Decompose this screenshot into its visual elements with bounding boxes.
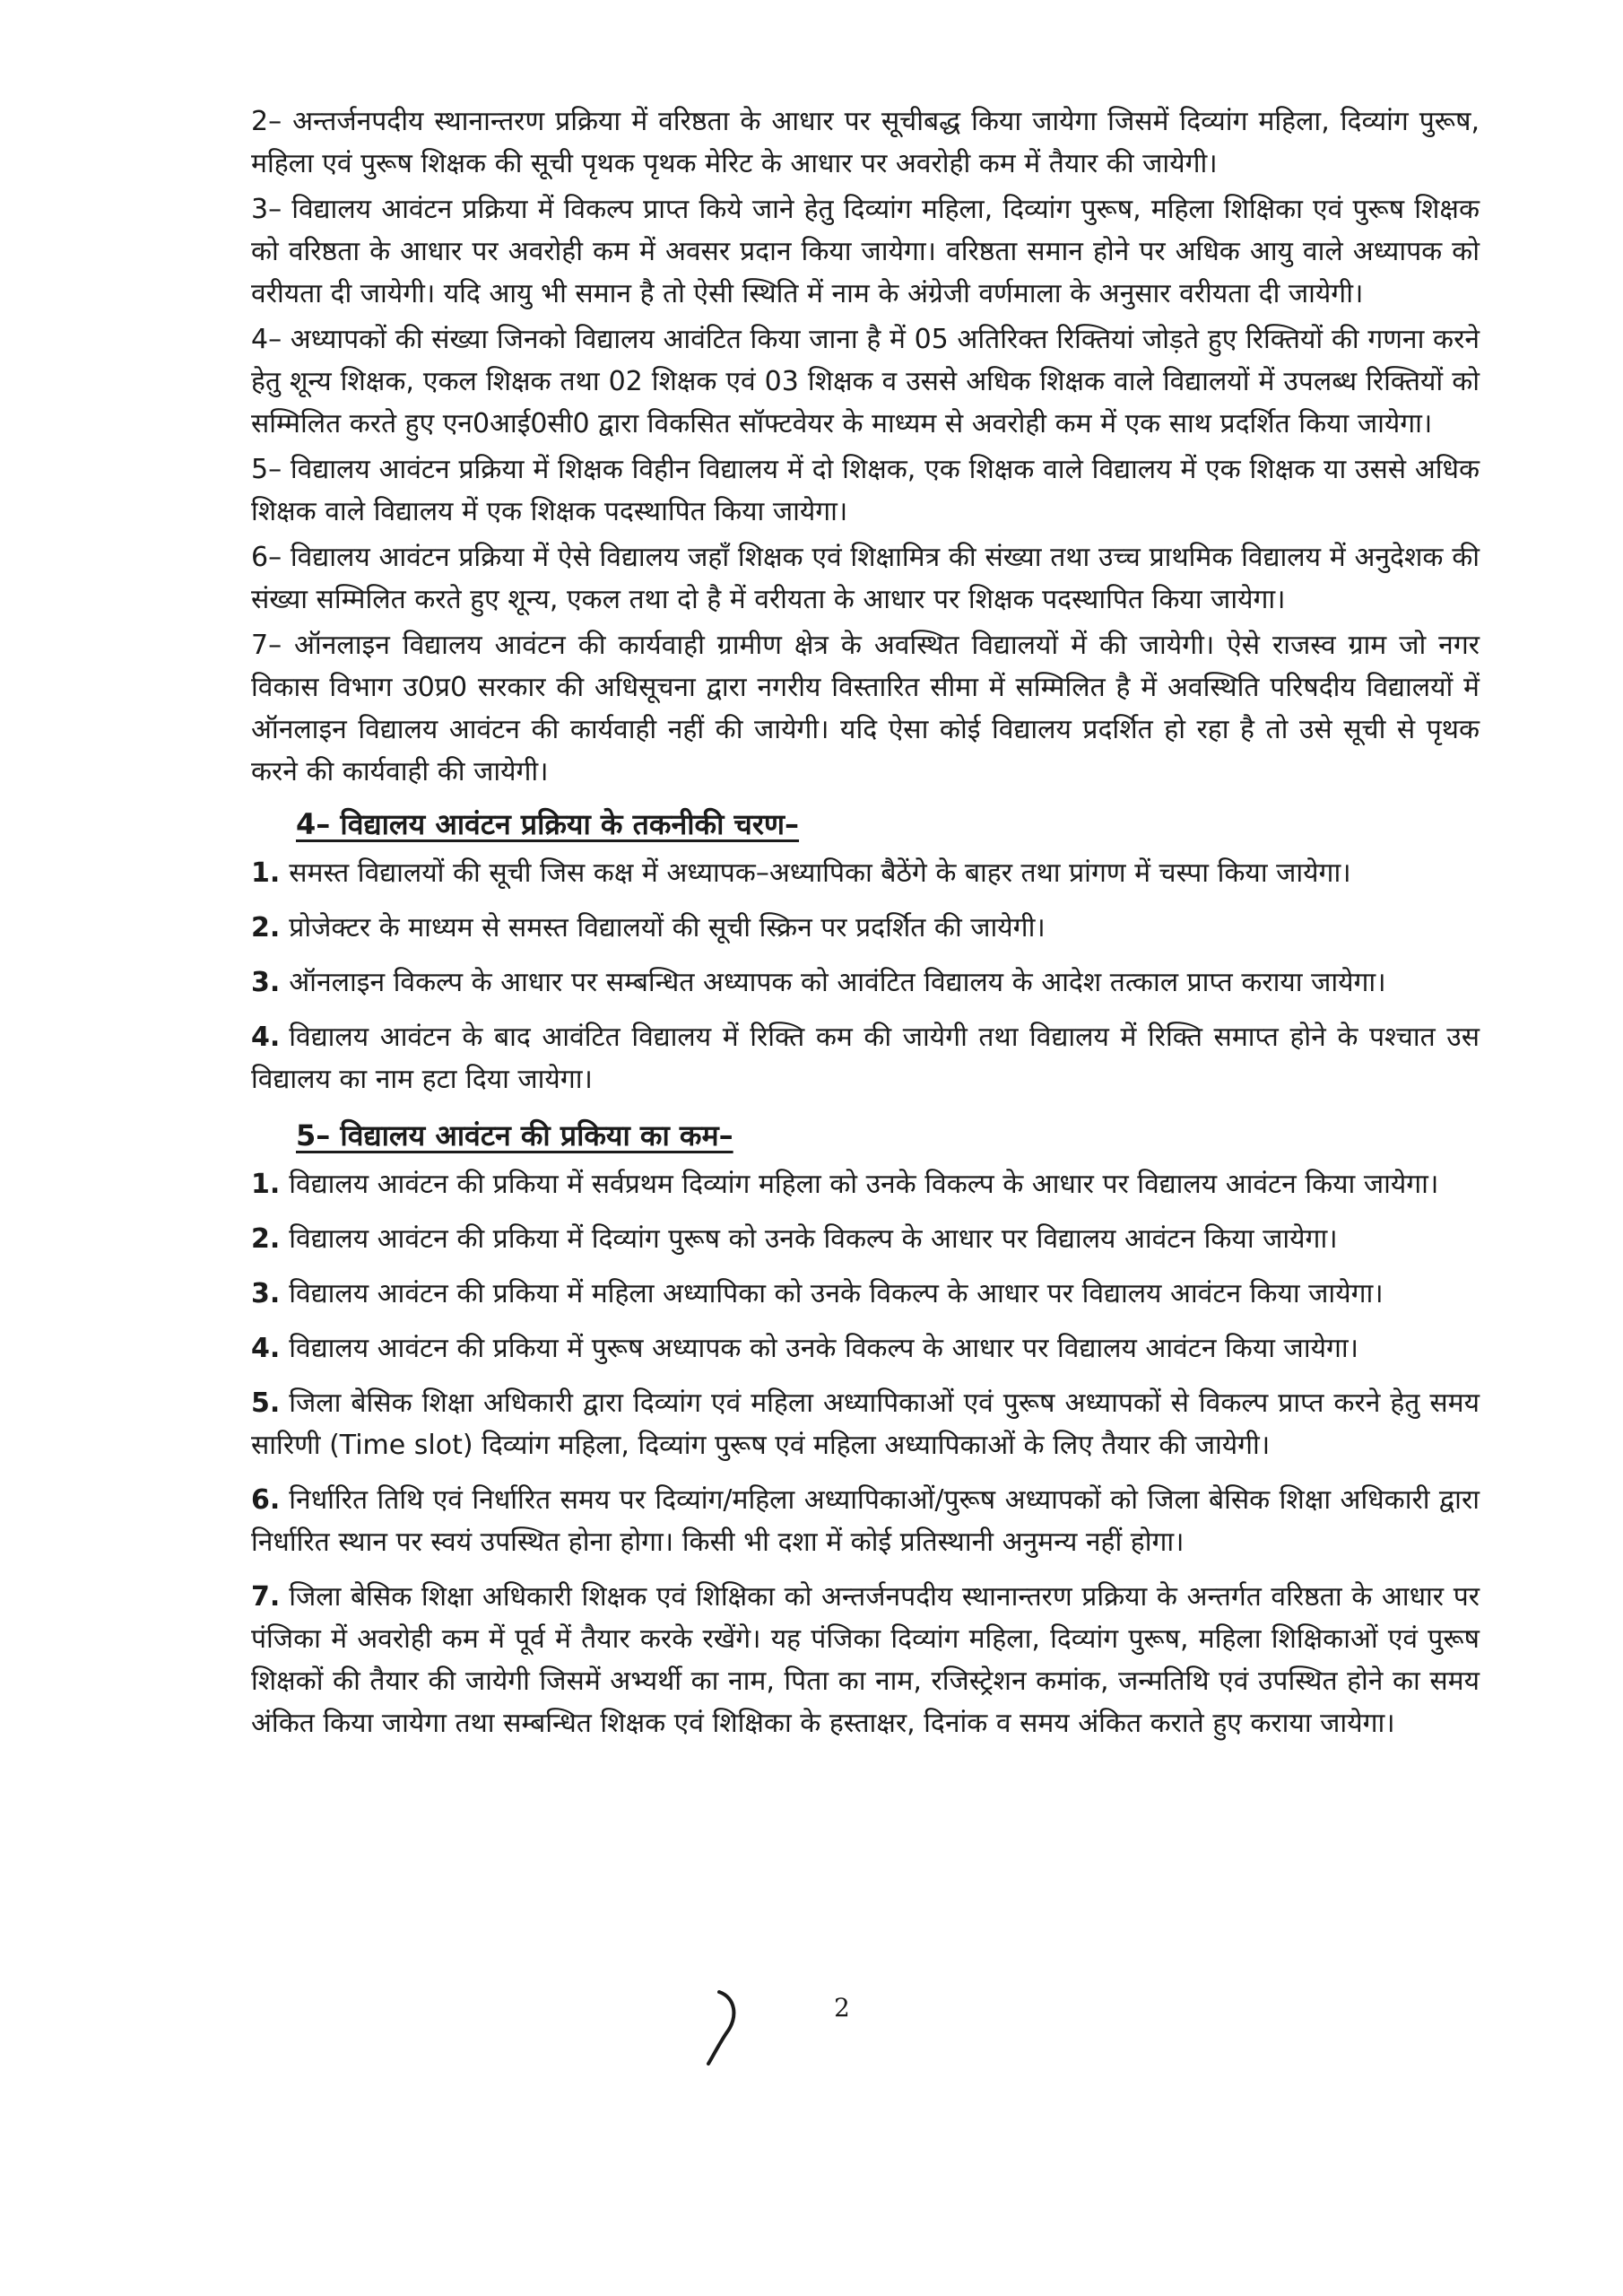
rule-7: 7– ऑनलाइन विद्यालय आवंटन की कार्यवाही ग्रामीण क्षेत्र के अवस्थित विद्यालयों में की जायेगी। ऐसे राजस्व ग्राम जो नगर विकास विभाग उ0प्र0 सरकार की अधिसूचना द्वारा नगरीय विस्तारित सीमा में सम्मिलित है में अवस्थिति परिषदीय विद्यालयों में ऑनलाइन विद्यालय आवंटन की कार्यवाही नहीं की जायेगी। यदि ऐसा कोई विद्यालय प्रदर्शित हो रहा है तो उसे सूची से पृथक करने की कार्यवाही की जायेगी। [251,630,1480,787]
rule-2: 2– अन्तर्जनपदीय स्थानान्तरण प्रक्रिया में वरिष्ठता के आधार पर सूचीबद्ध किया जायेगा जिसमें दिव्यांग महिला, दिव्यांग पुरूष, महिला एवं पुरूष शिक्षक की सूची पृथक पृथक मेरिट के आधार पर अवरोही कम में तैयार की जायेगी। [251,106,1480,179]
section-allotment-order [251,1113,1480,1744]
rule-3: 3– विद्यालय आवंटन प्रक्रिया में विकल्प प्राप्त किये जाने हेतु दिव्यांग महिला, दिव्यांग पुरूष, महिला शिक्षिका एवं पुरूष शिक्षक को वरिष्ठता के आधार पर अवरोही कम में अवसर प्रदान किया जायेगा। वरिष्ठता समान होने पर अधिक आयु वाले अध्यापक को वरीयता दी जायेगी। यदि आयु भी समान है तो ऐसी स्थिति में नाम के अंग्रेजी वर्णमाला के अनुसार वरीयता दी जायेगी। [251,194,1480,309]
section-technical-steps [251,802,1480,1100]
list-item: 3. ऑनलाइन विकल्प के आधार पर सम्बन्धित अध्यापक को आवंटित विद्यालय के आदेश तत्काल प्राप्त कराया जायेगा। [251,967,1386,998]
section-heading: 5– विद्यालय आवंटन की प्रकिया का कम– [296,1118,733,1152]
list-item: 5. जिला बेसिक शिक्षा अधिकारी द्वारा दिव्यांग एवं महिला अध्यापिकाओं एवं पुरूष अध्यापकों से विकल्प प्राप्त करने हेतु समय सारिणी (Time slot) दिव्यांग महिला, दिव्यांग पुरूष एवं महिला अध्यापिकाओं के लिए तैयार की जायेगी। [251,1387,1480,1461]
list-item: 7. जिला बेसिक शिक्षा अधिकारी शिक्षक एवं शिक्षिका को अन्तर्जनपदीय स्थानान्तरण प्रक्रिया के अन्तर्गत वरिष्ठता के आधार पर पंजिका में अवरोही कम में पूर्व में तैयार करके रखेंगे। यह पंजिका दिव्यांग महिला, दिव्यांग पुरूष, महिला शिक्षिकाओं एवं पुरूष शिक्षकों की तैयार की जायेगी जिसमें अभ्यर्थी का नाम, पिता का नाम, रजिस्ट्रेशन कमांक, जन्मतिथि एवं उपस्थित होने का समय अंकित किया जायेगा तथा सम्बन्धित शिक्षक एवं शिक्षिका के हस्ताक्षर, दिनांक व समय अंकित कराते हुए कराया जायेगा। [251,1581,1480,1739]
rule-5: 5– विद्यालय आवंटन प्रक्रिया में शिक्षक विहीन विद्यालय में दो शिक्षक, एक शिक्षक वाले विद्यालय में एक शिक्षक या उससे अधिक शिक्षक वाले विद्यालय में एक शिक्षक पदस्थापित किया जायेगा। [251,454,1480,527]
list-item: 6. निर्धारित तिथि एवं निर्धारित समय पर दिव्यांग/महिला अध्यापिकाओं/पुरूष अध्यापकों को जिला बेसिक शिक्षा अधिकारी द्वारा निर्धारित स्थान पर स्वयं उपस्थित होना होगा। किसी भी दशा में कोई प्रतिस्थानी अनुमन्य नहीं होगा। [251,1484,1480,1558]
rules-block [251,100,1480,793]
section-heading: 4– विद्यालय आवंटन प्रक्रिया के तकनीकी चरण– [296,807,800,841]
list-item: 4. विद्यालय आवंटन की प्रकिया में पुरूष अध्यापक को उनके विकल्प के आधार पर विद्यालय आवंटन किया जायेगा। [251,1333,1359,1364]
rule-4: 4– अध्यापकों की संख्या जिनको विद्यालय आवंटित किया जाना है में 05 अतिरिक्त रिक्तियां जोड़ते हुए रिक्तियों की गणना करने हेतु शून्य शिक्षक, एकल शिक्षक तथा 02 शिक्षक एवं 03 शिक्षक व उससे अधिक शिक्षक वाले विद्यालयों में उपलब्ध रिक्तियों को सम्मिलित करते हुए एन0आई0सी0 द्वारा विकसित सॉफ्टवेयर के माध्यम से अवरोही कम में एक साथ प्रदर्शित किया जायेगा। [251,324,1480,439]
list-item: 2. प्रोजेक्टर के माध्यम से समस्त विद्यालयों की सूची स्क्रिन पर प्रदर्शित की जायेगी। [251,912,1046,944]
rule-6: 6– विद्यालय आवंटन प्रक्रिया में ऐसे विद्यालय जहाँ शिक्षक एवं शिक्षामित्र की संख्या तथा उच्च प्राथमिक विद्यालय में अनुदेशक की संख्या सम्मिलित करते हुए शून्य, एकल तथा दो है में वरीयता के आधार पर शिक्षक पदस्थापित किया जायेगा। [251,542,1480,615]
signature-mark-icon [699,1987,753,2067]
list-item: 4. विद्यालय आवंटन के बाद आवंटित विद्यालय में रिक्ति कम की जायेगी तथा विद्यालय में रिक्ति समाप्त होने के पश्चात उस विद्यालय का नाम हटा दिया जायेगा। [251,1022,1480,1095]
list-item: 2. विद्यालय आवंटन की प्रकिया में दिव्यांग पुरूष को उनके विकल्प के आधार पर विद्यालय आवंटन किया जायेगा। [251,1223,1338,1255]
list-item: 1. विद्यालय आवंटन की प्रकिया में सर्वप्रथम दिव्यांग महिला को उनके विकल्प के आधार पर विद्यालय आवंटन किया जायेगा। [251,1169,1439,1200]
page-number: 2 [834,1993,850,2022]
list-item: 1. समस्त विद्यालयों की सूची जिस कक्ष में अध्यापक–अध्यापिका बैठेंगे के बाहर तथा प्रांगण में चस्पा किया जायेगा। [251,857,1351,889]
list-item: 3. विद्यालय आवंटन की प्रकिया में महिला अध्यापिका को उनके विकल्प के आधार पर विद्यालय आवंटन किया जायेगा। [251,1278,1384,1309]
